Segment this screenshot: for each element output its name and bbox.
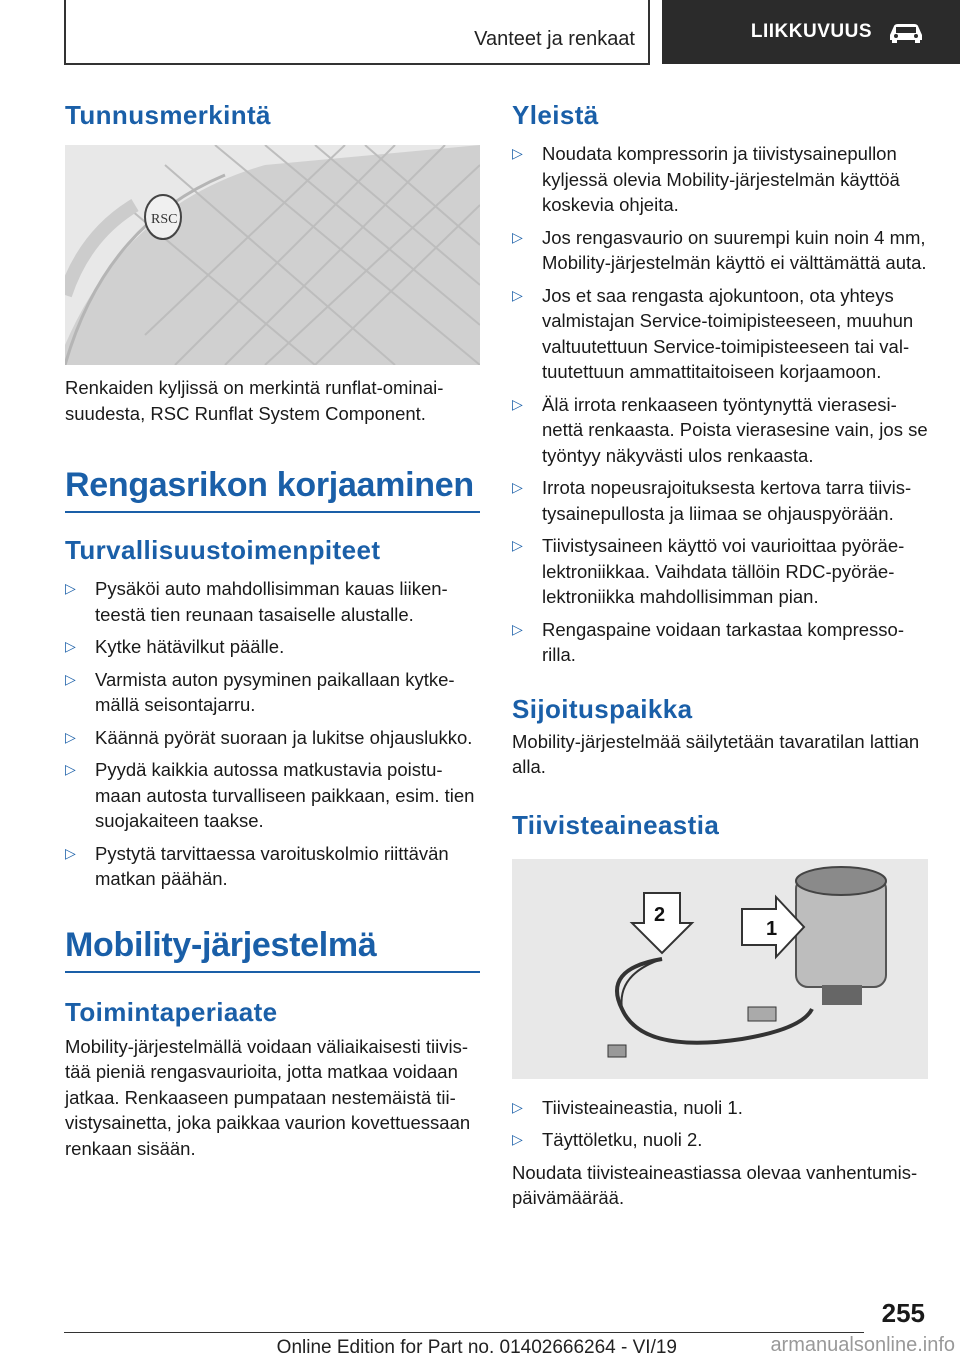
watermark: armanualsonline.info bbox=[770, 1334, 955, 1356]
svg-text:RSC: RSC bbox=[151, 212, 178, 227]
general-list bbox=[512, 141, 928, 668]
triangle-bullet-icon: ▷ bbox=[512, 1131, 523, 1147]
container-heading: Tiivisteaineastia bbox=[512, 809, 720, 840]
footer-rule bbox=[64, 1332, 864, 1333]
principle-text: Mobility-järjestelmällä voidaan väliaikaisesti tiivistää pieniä rengasvaurioita, jotta matkaa voidaan jatkaa. Renkaaseen pumpataan nestemäistä tiivistysainetta, joka paikkaa vaurion kovettuessaan renkaan sisään. bbox=[65, 1035, 471, 1159]
right-column bbox=[512, 100, 928, 1211]
repair-heading: Rengasrikon korjaaminen bbox=[65, 466, 480, 513]
list-item: ▷ Tiivisteaineastia, nuoli 1. bbox=[512, 1095, 928, 1121]
header-rule-bottom bbox=[64, 63, 650, 65]
mobility-heading: Mobility-järjestelmä bbox=[65, 926, 480, 973]
header-rule-left bbox=[64, 0, 66, 64]
container-note: Noudata tiivisteaineastiassa olevaa vanhentumispäivämäärää. bbox=[512, 1161, 918, 1208]
triangle-bullet-icon: ▷ bbox=[512, 537, 523, 553]
triangle-bullet-icon: ▷ bbox=[65, 638, 76, 654]
list-item: ▷ Pysäköi auto mahdollisimman kauas liikenteestä tien reunaan tasaiselle alustalle. bbox=[65, 578, 448, 625]
arrow-2-label: 2 bbox=[654, 903, 666, 926]
triangle-bullet-icon: ▷ bbox=[512, 145, 523, 161]
list-item: ▷ Jos et saa rengasta ajokuntoon, ota yhteys valmistajan Service-toimipisteeseen, muuhun valtuutettuun Service-toimipisteeseen tai valtuutettuun ammattitaitoiseen korjaamoon. bbox=[512, 284, 914, 382]
sealant-illustration bbox=[512, 859, 928, 1079]
list-item: ▷ Noudata kompressorin ja tiivistysainepullon kyljessä olevia Mobility-järjestelmän käyttöä koskevia ohjeita. bbox=[512, 143, 900, 215]
sealant-container-figure bbox=[512, 859, 928, 1079]
header-chapter-tab[interactable] bbox=[662, 0, 960, 64]
location-heading: Sijoituspaikka bbox=[512, 693, 693, 724]
triangle-bullet-icon: ▷ bbox=[65, 670, 76, 687]
header-rule-right bbox=[648, 0, 650, 64]
list-item: ▷ Tiivistysaineen käyttö voi vaurioittaa pyöräelektroniikkaa. Vaihdata tällöin RDC-pyöräelektroniikka mahdollisimman pian. bbox=[512, 535, 905, 607]
list-item: ▷ Jos rengasvaurio on suurempi kuin noin 4 mm, Mobility-järjestelmän käyttö ei välttämättä auta. bbox=[512, 226, 927, 273]
list-item: ▷ Älä irrota renkaaseen työntynyttä vierasesinettä renkaasta. Poista vierasesine vain, jos se työntyy näkyvästi ulos renkaasta. bbox=[512, 393, 928, 466]
list-item: ▷ Varmista auton pysyminen paikallaan kytkemällä seisontajarru. bbox=[65, 668, 455, 715]
list-item: ▷ Irrota nopeusrajoituksesta kertova tarra tiivistysainepullosta ja liimaa se ohjauspyörään. bbox=[512, 477, 912, 524]
tire-illustration bbox=[65, 145, 480, 365]
triangle-bullet-icon: ▷ bbox=[65, 580, 76, 596]
left-column bbox=[65, 100, 480, 1161]
general-heading: Yleistä bbox=[512, 100, 599, 130]
car-icon bbox=[886, 21, 926, 43]
triangle-bullet-icon: ▷ bbox=[512, 1098, 523, 1115]
page-number: 255 bbox=[881, 1298, 925, 1328]
header-chapter-label: LIIKKUVUUS bbox=[750, 21, 872, 42]
container-list bbox=[512, 1095, 928, 1153]
location-text: Mobility-järjestelmää säilytetään tavaratilan lattian alla. bbox=[512, 730, 920, 777]
triangle-bullet-icon: ▷ bbox=[65, 728, 76, 745]
triangle-bullet-icon: ▷ bbox=[65, 844, 76, 861]
list-item: ▷ Pyydä kaikkia autossa matkustavia poistumaan autosta turvalliseen paikkaan, esim. tien suojakaiteen taakse. bbox=[65, 759, 475, 831]
triangle-bullet-icon: ▷ bbox=[65, 761, 76, 777]
header-section-title: Vanteet ja renkaat bbox=[474, 28, 635, 50]
triangle-bullet-icon: ▷ bbox=[512, 479, 523, 495]
triangle-bullet-icon: ▷ bbox=[512, 228, 523, 245]
tunnus-heading: Tunnusmerkintä bbox=[65, 100, 271, 130]
triangle-bullet-icon: ▷ bbox=[512, 395, 523, 412]
footer-edition: Online Edition for Part no. 01402666264 - VI/19 bbox=[276, 1337, 677, 1358]
list-item: ▷ Rengaspaine voidaan tarkastaa kompressorilla. bbox=[512, 618, 904, 665]
arrow-1-label: 1 bbox=[766, 917, 778, 940]
principle-heading: Toimintaperiaate bbox=[65, 996, 278, 1027]
list-item: ▷ Täyttöletku, nuoli 2. bbox=[512, 1127, 928, 1153]
list-item: ▷ Käännä pyörät suoraan ja lukitse ohjauslukko. bbox=[65, 725, 480, 751]
triangle-bullet-icon: ▷ bbox=[512, 620, 523, 637]
list-item: ▷ Pystytä tarvittaessa varoituskolmio riittävän matkan päähän. bbox=[65, 842, 449, 889]
safety-list bbox=[65, 576, 480, 892]
tunnus-caption: Renkaiden kyljissä on merkintä runflat-ominaisuudesta, RSC Runflat System Component. bbox=[65, 377, 444, 424]
list-item: ▷ Kytke hätävilkut päälle. bbox=[65, 634, 480, 660]
tire-marking-figure bbox=[65, 145, 480, 365]
triangle-bullet-icon: ▷ bbox=[512, 286, 523, 303]
safety-heading: Turvallisuustoimenpiteet bbox=[65, 535, 381, 565]
